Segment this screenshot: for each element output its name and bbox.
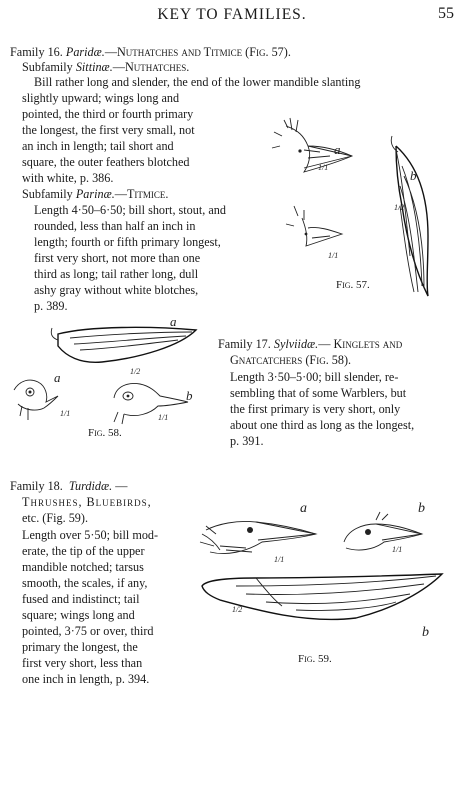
family18-dash: — xyxy=(115,479,128,493)
fig59-fraction-b-top: 1/1 xyxy=(392,545,403,554)
fig59-head-a xyxy=(200,521,316,553)
fig58-fraction-a: 1/1 xyxy=(60,409,71,418)
subfamily-label: Subfamily xyxy=(22,60,73,74)
parinae-line-1: Length 4·50–6·50; bill short, stout, and xyxy=(34,203,226,217)
fig58-label-b: b xyxy=(186,388,193,403)
family18-line-4: smooth, the scales, if any, xyxy=(22,576,148,590)
fig58-head-a xyxy=(14,380,58,420)
family17-heading-line2: Gnatcatchers (Fig. 58). xyxy=(230,353,352,367)
subfamily-label: Subfamily xyxy=(22,187,73,201)
fig58-label-a-top: a xyxy=(170,314,177,329)
family17-line-5: p. 391. xyxy=(230,434,264,448)
fig57-fraction-b: 1/2 xyxy=(394,203,405,212)
family17-latin: Sylviidæ. xyxy=(273,337,319,351)
family17-line-2: sembling that of some Warblers, but xyxy=(230,386,407,400)
fig57-wing-b xyxy=(391,136,428,296)
subfamily-latin: Sittinæ. xyxy=(75,60,113,74)
family18-line-5: fused and indistinct; tail xyxy=(22,592,140,606)
sittinae-line-1: Bill rather long and slender, the end of the lower mandible slanting xyxy=(34,75,361,89)
family16-number: Family 16. xyxy=(10,45,63,59)
fig58-fraction-b: 1/1 xyxy=(158,413,169,422)
page-header-title: KEY TO FAMILIES. xyxy=(157,6,307,23)
fig59-head-b xyxy=(344,512,422,550)
family18-line-9: first very short, less than xyxy=(22,656,143,670)
fig58-fraction-wing: 1/2 xyxy=(130,367,141,376)
fig58-label-a-head: a xyxy=(54,370,61,385)
subfamily-parinae-heading xyxy=(22,186,168,202)
sittinae-line-3: pointed, the third or fourth primary xyxy=(22,107,194,121)
family16-latin: Paridæ. xyxy=(65,45,105,59)
figure-58-illustration xyxy=(10,316,215,428)
family17-heading xyxy=(218,336,402,352)
family18-heading-line2: Thrushes, Bluebirds, xyxy=(22,495,152,509)
figure-57-caption: Fig. 57. xyxy=(336,279,370,291)
family18-line-3: mandible notched; tarsus xyxy=(22,560,144,574)
family17-number: Family 17. xyxy=(218,337,271,351)
fig57-fraction-a: 1/1 xyxy=(318,163,329,172)
family18-line-10: one inch in length, p. 394. xyxy=(22,672,150,686)
family18-line-2: erate, the tip of the upper xyxy=(22,544,145,558)
family17-line-3: the first primary is very short, only xyxy=(230,402,401,416)
parinae-line-5: third as long; tail rather long, dull xyxy=(34,267,199,281)
parinae-line-7: p. 389. xyxy=(34,299,68,313)
subfamily-common: —Nuthatches. xyxy=(112,60,190,74)
parinae-line-4: first very short, not more than one xyxy=(34,251,201,265)
sittinae-line-2: slightly upward; wings long and xyxy=(22,91,180,105)
sittinae-line-4: the longest, the first very small, not xyxy=(22,123,195,137)
family18-heading-line3: etc. (Fig. 59). xyxy=(22,511,89,525)
family18-line-8: primary the longest, the xyxy=(22,640,138,654)
parinae-line-6: ashy gray without white blotches, xyxy=(34,283,199,297)
sittinae-line-5: an inch in length; tail short and xyxy=(22,139,174,153)
family18-number: Family 18. xyxy=(10,479,63,493)
family18-line-1: Length over 5·50; bill mod- xyxy=(22,528,159,542)
sittinae-line-7: with white, p. 386. xyxy=(22,171,114,185)
family18-heading xyxy=(10,478,127,494)
family18-line-7: pointed, 3·75 or over, third xyxy=(22,624,154,638)
family18-line-6: square; wings long and xyxy=(22,608,135,622)
fig59-label-b-top: b xyxy=(418,501,425,516)
fig58-head-b xyxy=(114,384,188,424)
figure-58-caption: Fig. 58. xyxy=(88,427,122,439)
family16-heading xyxy=(10,44,291,60)
sittinae-line-6: square, the outer feathers blotched xyxy=(22,155,190,169)
figure-59-caption: Fig. 59. xyxy=(298,653,332,665)
family17-common: — Kinglets and xyxy=(318,337,403,351)
fig58-wing-a xyxy=(51,327,196,362)
figure-59-illustration xyxy=(196,490,458,662)
fig57-label-a: a xyxy=(334,142,341,157)
subfamily-common: —Titmice. xyxy=(114,187,169,201)
fig57-fraction-small: 1/1 xyxy=(328,251,339,260)
page-number: 55 xyxy=(438,5,454,22)
figure-57-illustration xyxy=(268,106,458,306)
family17-line-4: about one third as long as the longest, xyxy=(230,418,415,432)
parinae-line-3: length; fourth or fifth primary longest, xyxy=(34,235,221,249)
parinae-line-2: rounded, less than half an inch in xyxy=(34,219,196,233)
subfamily-sittinae-heading xyxy=(22,59,189,75)
family18-latin: Turdidæ. xyxy=(68,479,113,493)
subfamily-latin: Parinæ. xyxy=(75,187,115,201)
family16-common: —Nuthatches and Titmice (Fig. 57). xyxy=(104,45,291,59)
family17-line-1: Length 3·50–5·00; bill slender, re- xyxy=(230,370,399,384)
fig59-label-b-wing: b xyxy=(422,625,429,640)
fig57-bill-small xyxy=(286,206,342,246)
fig59-fraction-a: 1/1 xyxy=(274,555,285,564)
fig59-fraction-wing: 1/2 xyxy=(232,605,243,614)
fig57-label-b: b xyxy=(410,168,417,183)
fig59-label-a: a xyxy=(300,501,307,516)
